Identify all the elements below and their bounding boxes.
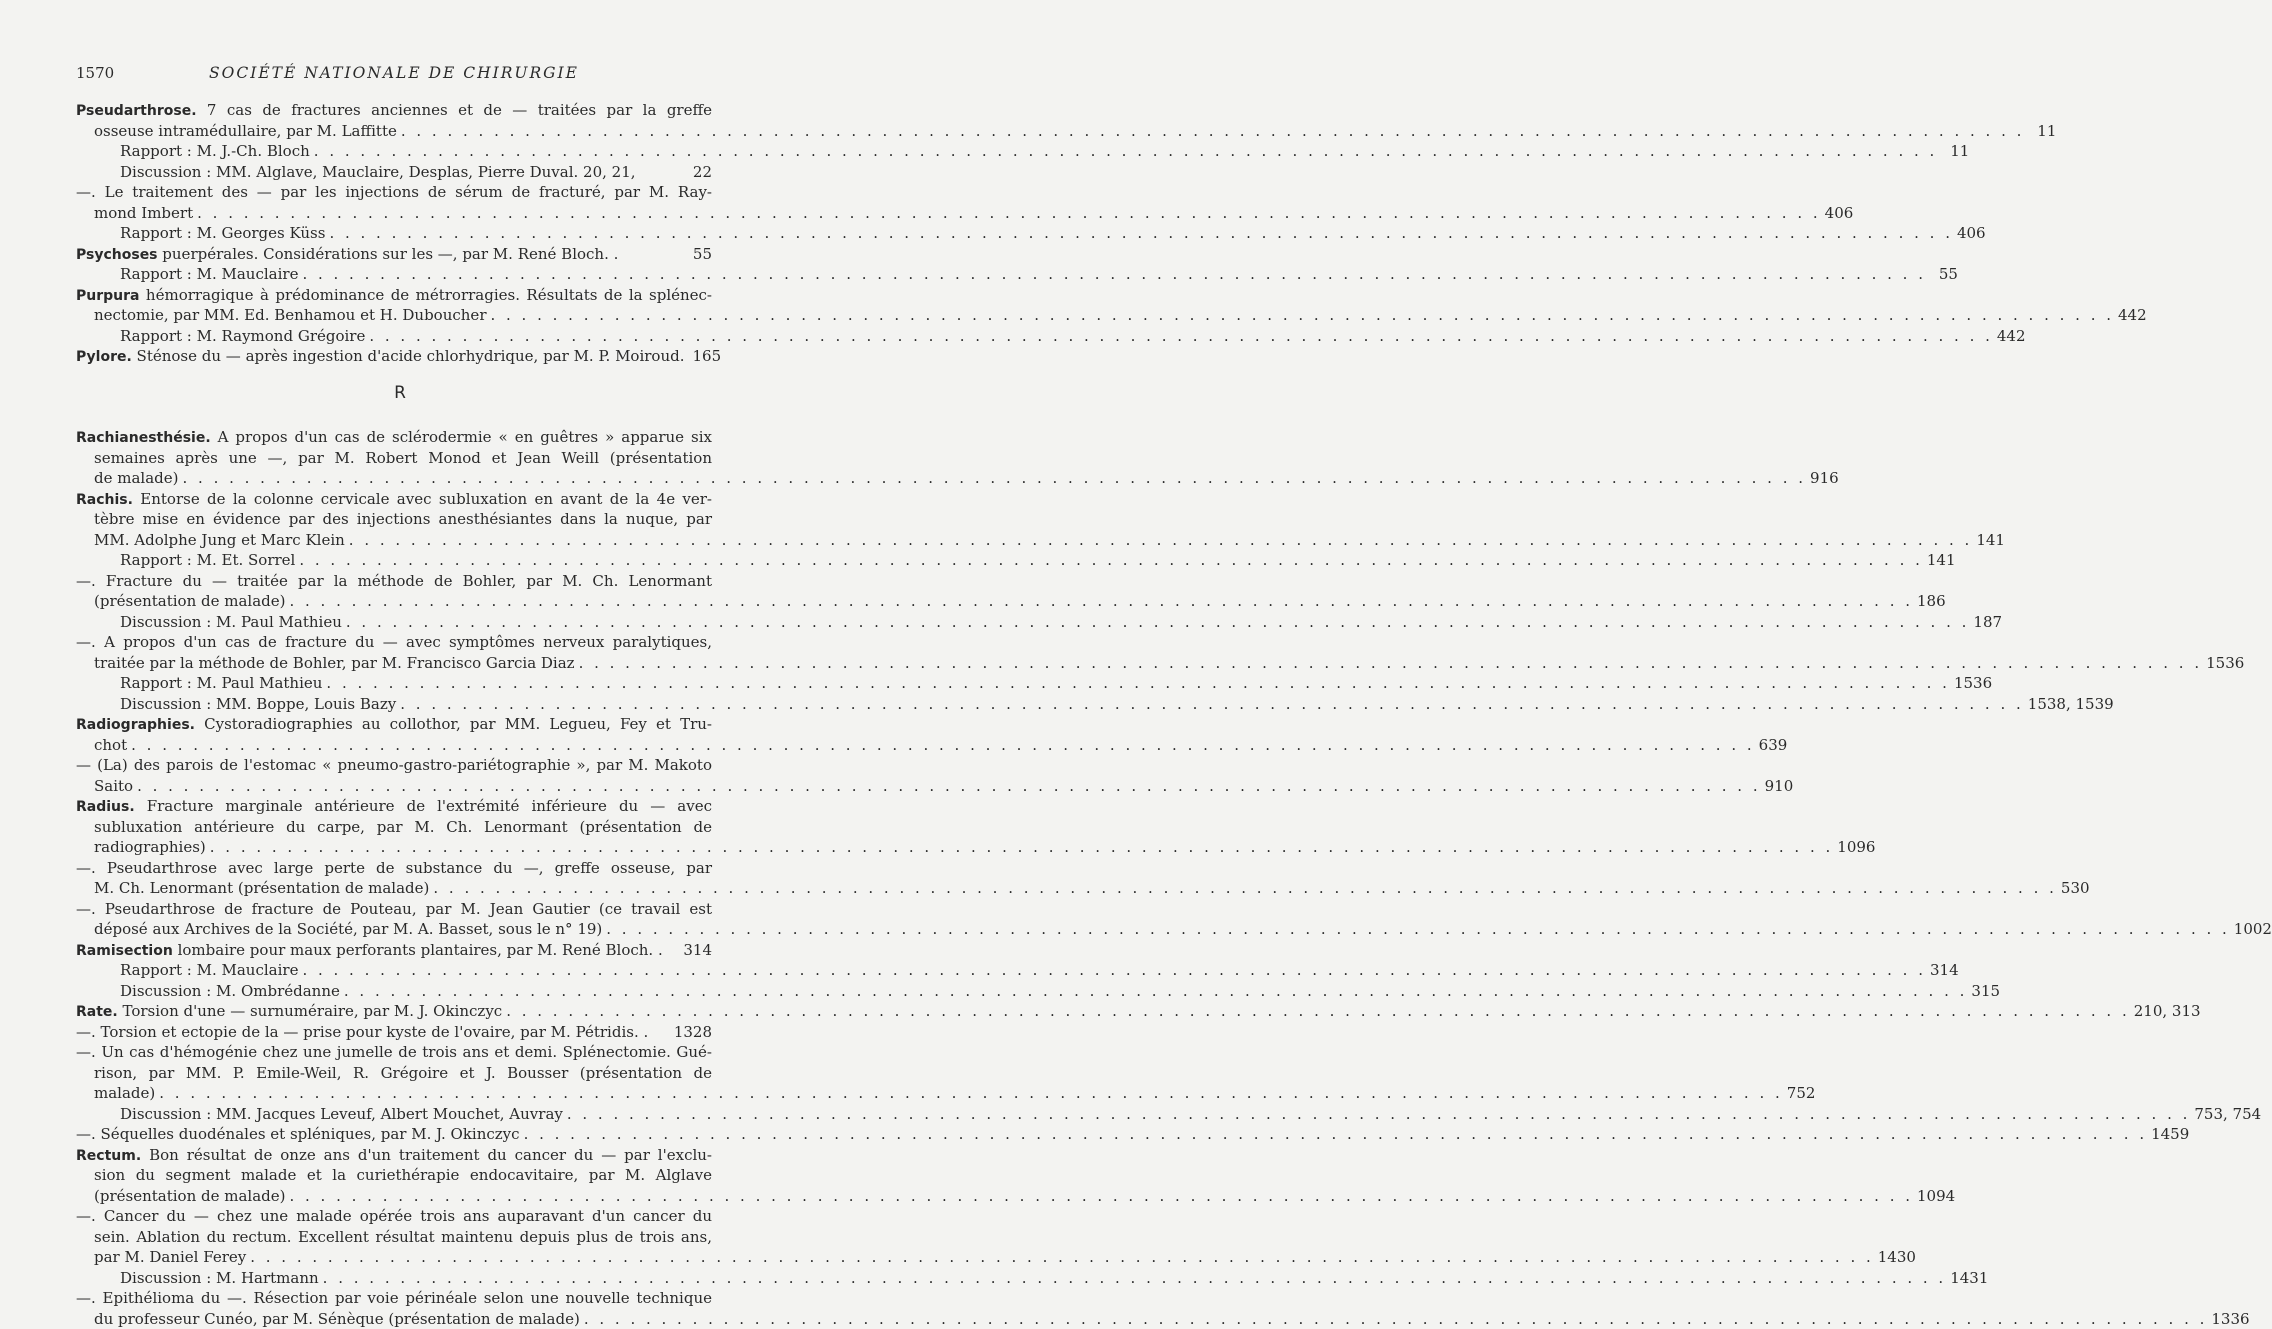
index-line	[76, 653, 712, 674]
index-line	[76, 858, 712, 879]
index-line	[76, 1083, 712, 1104]
dot-leader: . . . . . . . . . . . . . . . . . . . . . . . . . . . . . . . . . . . . . . . . . . . . . . . . . . . . . . . . . . . . . . . . . . . . . . . . . . . . . . . . . . . . . . . . . . . . . . . . . . . . . . . . .	[133, 776, 1765, 797]
entry-text: Rapport : M. J.-Ch. Bloch	[120, 142, 310, 160]
dot-leader: . . . . . . . . . . . . . . . . . . . . . . . . . . . . . . . . . . . . . . . . . . . . . . . . . . . . . . . . . . . . . . . . . . . . . . . . . . . . . . . . . . . . . . . . . . . . . . . . . . . . . . . . .	[345, 530, 1977, 551]
dot-leader: . . . . . . . . . . . . . . . . . . . . . . . . . . . . . . . . . . . . . . . . . . . . . . . . . . . . . . . . . . . . . . . . . . . . . . . . . . . . . . . . . . . . . . . . . . . . . . . . . . . . . . . . .	[298, 264, 1930, 285]
dot-leader: . . . . . . . . . . . . . . . . . . . . . . . . . . . . . . . . . . . . . . . . . . . . . . . . . . . . . . . . . . . . . . . . . . . . . . . . . . . . . . . . . . . . . . . . . . . . . . . . . . . . . . . . .	[520, 1124, 2152, 1145]
entry-text: MM. Adolphe Jung et Marc Klein	[94, 531, 345, 549]
entry-heading: Purpura	[76, 288, 139, 304]
dot-leader: . . . . . . . . . . . . . . . . . . . . . . . . . . . . . . . . . . . . . . . . . . . . . . . . . . . . . . . . . . . . . . . . . . . . . . . . . . . . . . . . . . . . . . . . . . . . . . . . . . . . . . . . .	[127, 735, 1759, 756]
entry-text: (présentation de malade)	[94, 1187, 285, 1205]
dot-leader: . . . . . . . . . . . . . . . . . . . . . . . . . . . . . . . . . . . . . . . . . . . . . . . . . . . . . . . . . . . . . . . . . . . . . . . . . . . . . . . . . . . . . . . . . . . . . . . . . . . . . . . . .	[322, 673, 1954, 694]
dot-leader: . . . . . . . . . . . . . . . . . . . . . . . . . . . . . . . . . . . . . . . . . . . . . . . . . . . . . . . . . . . . . . . . . . . . . . . . . . . . . . . . . . . . . . . . . . . . . . . . . . . . . . . . .	[246, 1247, 1878, 1268]
entry-text: A propos d'un cas de sclérodermie « en guêtres » apparue six	[211, 428, 712, 446]
page-reference: 1336	[2211, 1309, 2249, 1329]
dot-leader: . . . . . . . . . . . . . . . . . . . . . . . . . . . . . . . . . . . . . . . . . . . . . . . . . . . . . . . . . . . . . . . . . . . . . . . . . . . . . . . . . . . . . . . . . . . . . . . . . . . . . . . . .	[580, 1309, 2212, 1329]
entry-text: du professeur Cunéo, par M. Sénèque (présentation de malade)	[94, 1310, 580, 1328]
entry-text: Sténose du — après ingestion d'acide chlorhydrique, par M. P. Moiroud.	[132, 347, 685, 365]
page-reference: 141	[1976, 530, 2005, 551]
entry-text: lombaire pour maux perforants plantaires, par M. René Bloch. .	[173, 941, 663, 959]
page-number: 1570	[76, 64, 114, 82]
index-line	[76, 264, 712, 285]
index-line	[76, 632, 712, 653]
entry-text: Saito	[94, 777, 133, 795]
index-line	[76, 1042, 712, 1063]
index-line	[76, 735, 712, 756]
page-reference: 1096	[1837, 837, 1875, 858]
entry-text: semaines après une —, par M. Robert Monod et Jean Weill (présentation	[94, 449, 712, 467]
index-line	[76, 1104, 712, 1125]
entry-text: —. Torsion et ectopie de la — prise pour kyste de l'ovaire, par M. Pétridis. .	[76, 1023, 648, 1041]
entry-text: Rapport : M. Raymond Grégoire	[120, 327, 365, 345]
entry-heading: Ramisection	[76, 943, 173, 959]
entry-text: 7 cas de fractures anciennes et de — traitées par la greffe	[197, 101, 712, 119]
dot-leader: . . . . . . . . . . . . . . . . . . . . . . . . . . . . . . . . . . . . . . . . . . . . . . . . . . . . . . . . . . . . . . . . . . . . . . . . . . . . . . . . . . . . . . . . . . . . . . . . . . . . . . . . .	[155, 1083, 1787, 1104]
index-line	[76, 1001, 712, 1022]
entry-text: Torsion d'une — surnuméraire, par M. J. Okinczyc	[118, 1002, 502, 1020]
entry-text: —. Séquelles duodénales et spléniques, par M. J. Okinczyc	[76, 1125, 520, 1143]
running-title: SOCIÉTÉ NATIONALE DE CHIRURGIE	[76, 64, 712, 82]
entry-heading: Radiographies.	[76, 717, 195, 733]
entry-text: traitée par la méthode de Bohler, par M. Francisco Garcia Diaz	[94, 654, 575, 672]
index-line	[76, 694, 712, 715]
dot-leader: . . . . . . . . . . . . . . . . . . . . . . . . . . . . . . . . . . . . . . . . . . . . . . . . . . . . . . . . . . . . . . . . . . . . . . . . . . . . . . . . . . . . . . . . . . . . . . . . . . . . . . . . .	[602, 919, 2234, 940]
index-line	[76, 100, 712, 121]
entry-text: Rapport : M. Mauclaire	[120, 961, 298, 979]
entry-text: M. Ch. Lenormant (présentation de malade)	[94, 879, 429, 897]
index-line	[76, 1288, 712, 1309]
index-line	[76, 796, 712, 817]
index-line	[76, 305, 712, 326]
page-reference: 1431	[1950, 1268, 1988, 1289]
page-reference: 406	[1825, 203, 1854, 224]
page-reference: 1002	[2234, 919, 2272, 940]
entry-text: malade)	[94, 1084, 155, 1102]
entry-heading: Radius.	[76, 799, 135, 815]
index-line	[76, 326, 712, 347]
index-line	[76, 121, 712, 142]
index-line	[76, 591, 712, 612]
index-line	[76, 530, 712, 551]
index-line	[76, 1247, 712, 1268]
entry-heading: Pylore.	[76, 349, 132, 365]
entry-text: Discussion : MM. Alglave, Mauclaire, Desplas, Pierre Duval. 20, 21,	[120, 163, 636, 181]
entry-text: —. Pseudarthrose avec large perte de substance du —, greffe osseuse, par	[76, 859, 712, 877]
dot-leader: . . . . . . . . . . . . . . . . . . . . . . . . . . . . . . . . . . . . . . . . . . . . . . . . . . . . . . . . . . . . . . . . . . . . . . . . . . . . . . . . . . . . . . . . . . . . . . . . . . . . . . . . .	[486, 305, 2118, 326]
page-reference: 314	[1930, 960, 1959, 981]
entry-text: (présentation de malade)	[94, 592, 285, 610]
entry-text: subluxation antérieure du carpe, par M. Ch. Lenormant (présentation de	[94, 818, 712, 836]
index-section-r	[76, 427, 712, 1329]
entry-text: tèbre mise en évidence par des injections anesthésiantes dans la nuque, par	[94, 510, 712, 528]
entry-text: Cystoradiographies au collothor, par MM. Legueu, Fey et Tru-	[195, 715, 712, 733]
dot-leader: . . . . . . . . . . . . . . . . . . . . . . . . . . . . . . . . . . . . . . . . . . . . . . . . . . . . . . . . . . . . . . . . . . . . . . . . . . . . . . . . . . . . . . . . . . . . . . . . . . . . . . . . .	[340, 981, 1972, 1002]
index-line	[76, 346, 712, 367]
entry-text: Discussion : M. Paul Mathieu	[120, 613, 342, 631]
page-reference: 916	[1810, 468, 1839, 489]
dot-leader: . . . . . . . . . . . . . . . . . . . . . . . . . . . . . . . . . . . . . . . . . . . . . . . . . . . . . . . . . . . . . . . . . . . . . . . . . . . . . . . . . . . . . . . . . . . . . . . . . . . . . . . . .	[502, 1001, 2134, 1022]
index-line	[76, 1165, 712, 1186]
dot-leader: . . . . . . . . . . . . . . . . . . . . . . . . . . . . . . . . . . . . . . . . . . . . . . . . . . . . . . . . . . . . . . . . . . . . . . . . . . . . . . . . . . . . . . . . . . . . . . . . . . . . . . . . .	[193, 203, 1825, 224]
index-line	[76, 612, 712, 633]
page-reference: 55	[684, 244, 712, 265]
index-line	[76, 550, 712, 571]
page-reference: 315	[1971, 981, 2000, 1002]
page-reference: 442	[2118, 305, 2147, 326]
index-line	[76, 776, 712, 797]
page-reference: 165	[692, 346, 721, 367]
entry-text: de malade)	[94, 469, 179, 487]
index-line	[76, 1186, 712, 1207]
page-reference: 406	[1957, 223, 1986, 244]
index-line	[76, 1022, 712, 1043]
index-line	[76, 509, 712, 530]
entry-text: Discussion : MM. Boppe, Louis Bazy	[120, 695, 396, 713]
entry-text: chot	[94, 736, 127, 754]
index-line	[76, 141, 712, 162]
index-line	[76, 182, 712, 203]
dot-leader: . . . . . . . . . . . . . . . . . . . . . . . . . . . . . . . . . . . . . . . . . . . . . . . . . . . . . . . . . . . . . . . . . . . . . . . . . . . . . . . . . . . . . . . . . . . . . . . . . . . . . . . . .	[295, 550, 1927, 571]
page-reference: 1536	[1954, 673, 1992, 694]
entry-heading: Pseudarthrose.	[76, 103, 197, 119]
entry-text: Rapport : M. Paul Mathieu	[120, 674, 322, 692]
dot-leader: . . . . . . . . . . . . . . . . . . . . . . . . . . . . . . . . . . . . . . . . . . . . . . . . . . . . . . . . . . . . . . . . . . . . . . . . . . . . . . . . . . . . . . . . . . . . . . . . . . . . . . . . .	[319, 1268, 1951, 1289]
index-line	[76, 919, 712, 940]
index-line	[76, 448, 712, 469]
index-line	[76, 489, 712, 510]
index-line	[76, 162, 712, 183]
entry-text: nectomie, par MM. Ed. Benhamou et H. Duboucher	[94, 306, 486, 324]
entry-text: hémorragique à prédominance de métrorragies. Résultats de la splénec-	[139, 286, 712, 304]
page-reference: 141	[1927, 550, 1956, 571]
page-reference: 55	[1930, 264, 1958, 285]
index-line	[76, 981, 712, 1002]
page-reference: 186	[1917, 591, 1946, 612]
page-reference: 442	[1997, 326, 2026, 347]
entry-text: —. Pseudarthrose de fracture de Pouteau, par M. Jean Gautier (ce travail est	[76, 900, 712, 918]
dot-leader: . . . . . . . . . . . . . . . . . . . . . . . . . . . . . . . . . . . . . . . . . . . . . . . . . . . . . . . . . . . . . . . . . . . . . . . . . . . . . . . . . . . . . . . . . . . . . . . . . . . . . . . . .	[365, 326, 1997, 347]
page-reference: 22	[684, 162, 712, 183]
page-reference: 752	[1787, 1083, 1816, 1104]
index-line	[76, 714, 712, 735]
dot-leader: . . . . . . . . . . . . . . . . . . . . . . . . . . . . . . . . . . . . . . . . . . . . . . . . . . . . . . . . . . . . . . . . . . . . . . . . . . . . . . . . . . . . . . . . . . . . . . . . . . . . . . . . .	[396, 694, 2028, 715]
entry-text: rison, par MM. P. Emile-Weil, R. Grégoire et J. Bousser (présentation de	[94, 1064, 712, 1082]
index-line	[76, 673, 712, 694]
entry-heading: Rachianesthésie.	[76, 430, 211, 446]
dot-leader: . . . . . . . . . . . . . . . . . . . . . . . . . . . . . . . . . . . . . . . . . . . . . . . . . . . . . . . . . . . . . . . . . . . . . . . . . . . . . . . . . . . . . . . . . . . . . . . . . . . . . . . . .	[397, 121, 2029, 142]
entry-heading: Rachis.	[76, 492, 133, 508]
page-reference: 1430	[1878, 1247, 1916, 1268]
page-reference: 11	[1941, 141, 1969, 162]
entry-heading: Psychoses	[76, 247, 158, 263]
entry-text: sein. Ablation du rectum. Excellent résultat maintenu depuis plus de trois ans,	[94, 1228, 712, 1246]
entry-heading: Rate.	[76, 1004, 118, 1020]
page-reference: 753, 754	[2194, 1104, 2261, 1125]
index-line	[76, 817, 712, 838]
entry-text: radiographies)	[94, 838, 206, 856]
index-line	[76, 571, 712, 592]
page-reference: 910	[1765, 776, 1794, 797]
index-line	[76, 427, 712, 448]
index-line	[76, 203, 712, 224]
index-line	[76, 1206, 712, 1227]
entry-text: —. Epithélioma du —. Résection par voie périnéale selon une nouvelle technique	[76, 1289, 712, 1307]
entry-text: Fracture marginale antérieure de l'extrémité inférieure du — avec	[135, 797, 712, 815]
page-reference: 187	[1973, 612, 2002, 633]
entry-text: Discussion : MM. Jacques Leveuf, Albert Mouchet, Auvray	[120, 1105, 563, 1123]
index-line	[76, 755, 712, 776]
entry-text: —. A propos d'un cas de fracture du — avec symptômes nerveux paralytiques,	[76, 633, 712, 651]
entry-text: par M. Daniel Ferey	[94, 1248, 246, 1266]
page-reference: 1538, 1539	[2028, 694, 2114, 715]
entry-text: osseuse intramédullaire, par M. Laffitte	[94, 122, 397, 140]
index-section-p	[76, 100, 712, 367]
dot-leader: . . . . . . . . . . . . . . . . . . . . . . . . . . . . . . . . . . . . . . . . . . . . . . . . . . . . . . . . . . . . . . . . . . . . . . . . . . . . . . . . . . . . . . . . . . . . . . . . . . . . . . . . .	[325, 223, 1957, 244]
section-letter: R	[0, 383, 800, 403]
entry-text: Discussion : M. Ombrédanne	[120, 982, 340, 1000]
page-reference: 210, 313	[2134, 1001, 2201, 1022]
entry-text: Bon résultat de onze ans d'un traitement du cancer du — par l'exclu-	[141, 1146, 712, 1164]
page-reference: 11	[2028, 121, 2056, 142]
dot-leader: . . . . . . . . . . . . . . . . . . . . . . . . . . . . . . . . . . . . . . . . . . . . . . . . . . . . . . . . . . . . . . . . . . . . . . . . . . . . . . . . . . . . . . . . . . . . . . . . . . . . . . . . .	[285, 591, 1917, 612]
dot-leader: . . . . . . . . . . . . . . . . . . . . . . . . . . . . . . . . . . . . . . . . . . . . . . . . . . . . . . . . . . . . . . . . . . . . . . . . . . . . . . . . . . . . . . . . . . . . . . . . . . . . . . . . .	[285, 1186, 1917, 1207]
page-header	[76, 64, 712, 88]
index-line	[76, 940, 712, 961]
index-line	[76, 878, 712, 899]
index-line	[76, 1124, 712, 1145]
index-line	[76, 1268, 712, 1289]
dot-leader: . . . . . . . . . . . . . . . . . . . . . . . . . . . . . . . . . . . . . . . . . . . . . . . . . . . . . . . . . . . . . . . . . . . . . . . . . . . . . . . . . . . . . . . . . . . . . . . . . . . . . . . . .	[563, 1104, 2195, 1125]
entry-text: mond Imbert	[94, 204, 193, 222]
dot-leader: . . . . . . . . . . . . . . . . . . . . . . . . . . . . . . . . . . . . . . . . . . . . . . . . . . . . . . . . . . . . . . . . . . . . . . . . . . . . . . . . . . . . . . . . . . . . . . . . . . . . . . . . .	[310, 141, 1942, 162]
dot-leader: . . . . . . . . . . . . . . . . . . . . . . . . . . . . . . . . . . . . . . . . . . . . . . . . . . . . . . . . . . . . . . . . . . . . . . . . . . . . . . . . . . . . . . . . . . . . . . . . . . . . . . . . .	[342, 612, 1974, 633]
index-line	[76, 1309, 712, 1329]
dot-leader: . . . . . . . . . . . . . . . . . . . . . . . . . . . . . . . . . . . . . . . . . . . . . . . . . . . . . . . . . . . . . . . . . . . . . . . . . . . . . . . . . . . . . . . . . . . . . . . . . . . . . . . . .	[429, 878, 2061, 899]
index-line	[76, 223, 712, 244]
entry-text: —. Le traitement des — par les injections de sérum de fracturé, par M. Ray-	[76, 183, 712, 201]
entry-text: sion du segment malade et la curiethérapie endocavitaire, par M. Alglave	[94, 1166, 712, 1184]
dot-leader: . . . . . . . . . . . . . . . . . . . . . . . . . . . . . . . . . . . . . . . . . . . . . . . . . . . . . . . . . . . . . . . . . . . . . . . . . . . . . . . . . . . . . . . . . . . . . . . . . . . . . . . . .	[298, 960, 1930, 981]
entry-text: —. Fracture du — traitée par la méthode de Bohler, par M. Ch. Lenormant	[76, 572, 712, 590]
entry-text: Rapport : M. Mauclaire	[120, 265, 298, 283]
entry-text: Entorse de la colonne cervicale avec subluxation en avant de la 4e ver-	[133, 490, 712, 508]
index-line	[76, 1063, 712, 1084]
index-line	[76, 1227, 712, 1248]
index-line	[76, 468, 712, 489]
page-reference: 1094	[1917, 1186, 1955, 1207]
index-line	[76, 1145, 712, 1166]
page-reference: 1536	[2206, 653, 2244, 674]
entry-text: Rapport : M. Georges Küss	[120, 224, 325, 242]
index-line	[76, 837, 712, 858]
page-reference: 1459	[2151, 1124, 2189, 1145]
dot-leader: . . . . . . . . . . . . . . . . . . . . . . . . . . . . . . . . . . . . . . . . . . . . . . . . . . . . . . . . . . . . . . . . . . . . . . . . . . . . . . . . . . . . . . . . . . . . . . . . . . . . . . . . .	[179, 468, 1811, 489]
page-reference: 639	[1759, 735, 1788, 756]
entry-text: Rapport : M. Et. Sorrel	[120, 551, 295, 569]
index-line	[76, 960, 712, 981]
entry-heading: Rectum.	[76, 1148, 141, 1164]
page-reference: 314	[683, 940, 712, 961]
entry-text: —. Un cas d'hémogénie chez une jumelle de trois ans et demi. Splénectomie. Gué-	[76, 1043, 712, 1061]
index-line	[76, 244, 712, 265]
entry-text: déposé aux Archives de la Société, par M. A. Basset, sous le n° 19)	[94, 920, 602, 938]
page-reference: 530	[2061, 878, 2090, 899]
document-page	[0, 0, 800, 1275]
page-reference: 1328	[674, 1022, 712, 1043]
entry-text: Discussion : M. Hartmann	[120, 1269, 319, 1287]
entry-text: —. Cancer du — chez une malade opérée trois ans auparavant d'un cancer du	[76, 1207, 712, 1225]
dot-leader: . . . . . . . . . . . . . . . . . . . . . . . . . . . . . . . . . . . . . . . . . . . . . . . . . . . . . . . . . . . . . . . . . . . . . . . . . . . . . . . . . . . . . . . . . . . . . . . . . . . . . . . . .	[206, 837, 1838, 858]
entry-text: puerpérales. Considérations sur les —, par M. René Bloch. .	[158, 245, 619, 263]
entry-text: — (La) des parois de l'estomac « pneumo-gastro-pariétographie », par M. Makoto	[76, 756, 712, 774]
index-line	[76, 285, 712, 306]
index-line	[76, 899, 712, 920]
dot-leader: . . . . . . . . . . . . . . . . . . . . . . . . . . . . . . . . . . . . . . . . . . . . . . . . . . . . . . . . . . . . . . . . . . . . . . . . . . . . . . . . . . . . . . . . . . . . . . . . . . . . . . . . .	[575, 653, 2207, 674]
